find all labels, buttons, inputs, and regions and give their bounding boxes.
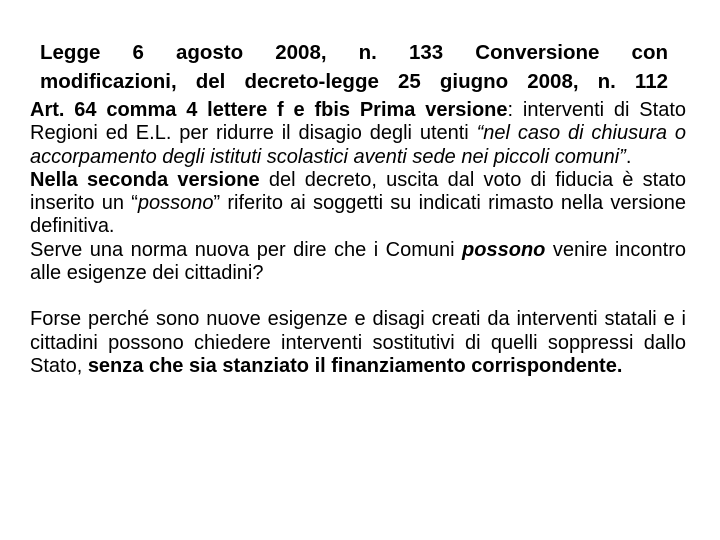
- slide-body: [30, 99, 686, 378]
- question-emphasis: possono: [462, 238, 546, 261]
- second-version-heading: Nella seconda versione: [30, 168, 260, 191]
- question-text-1: Serve una norma nuova per dire che i Comuni: [30, 238, 463, 261]
- title-line-1: Legge 6 agosto 2008, n. 133 Conversione con: [40, 41, 668, 64]
- first-version-end: .: [625, 145, 632, 168]
- paragraph-first-version: [30, 99, 686, 169]
- paragraph-conclusion: [30, 308, 686, 378]
- first-version-heading: Art. 64 comma 4 lettere f e fbis Prima versione: [30, 99, 508, 121]
- second-version-text-2: ” riferito ai soggetti su indicati rimasto nella versione definitiva.: [30, 192, 687, 238]
- paragraph-spacer: [30, 285, 686, 308]
- first-version-quote: “nel caso di chiusura o accorpamento degli istituti scolastici aventi sede nei piccoli comuni”: [30, 122, 686, 168]
- title-line-2: modificazioni, del decreto-legge 25 giugno 2008, n. 112: [40, 70, 668, 93]
- first-version-text: : interventi di Stato Regioni ed E.L. per ridurre il disagio degli utenti: [30, 99, 686, 145]
- second-version-quote: possono: [137, 192, 214, 215]
- question-text-2: venire incontro alle esigenze dei cittadini?: [30, 238, 686, 285]
- slide-title: [40, 38, 668, 96]
- second-version-text-1: del decreto, uscita dal voto di fiducia è stato inserito un “: [30, 168, 686, 215]
- paragraph-question: [30, 239, 686, 286]
- conclusion-emphasis: senza che sia stanziato il finanziamento corrispondente.: [87, 354, 623, 377]
- conclusion-text: Forse perché sono nuove esigenze e disagi creati da interventi statali e i cittadini possono chiedere interventi sostitutivi di quelli soppressi dallo Stato,: [30, 308, 686, 377]
- paragraph-second-version: [30, 169, 686, 239]
